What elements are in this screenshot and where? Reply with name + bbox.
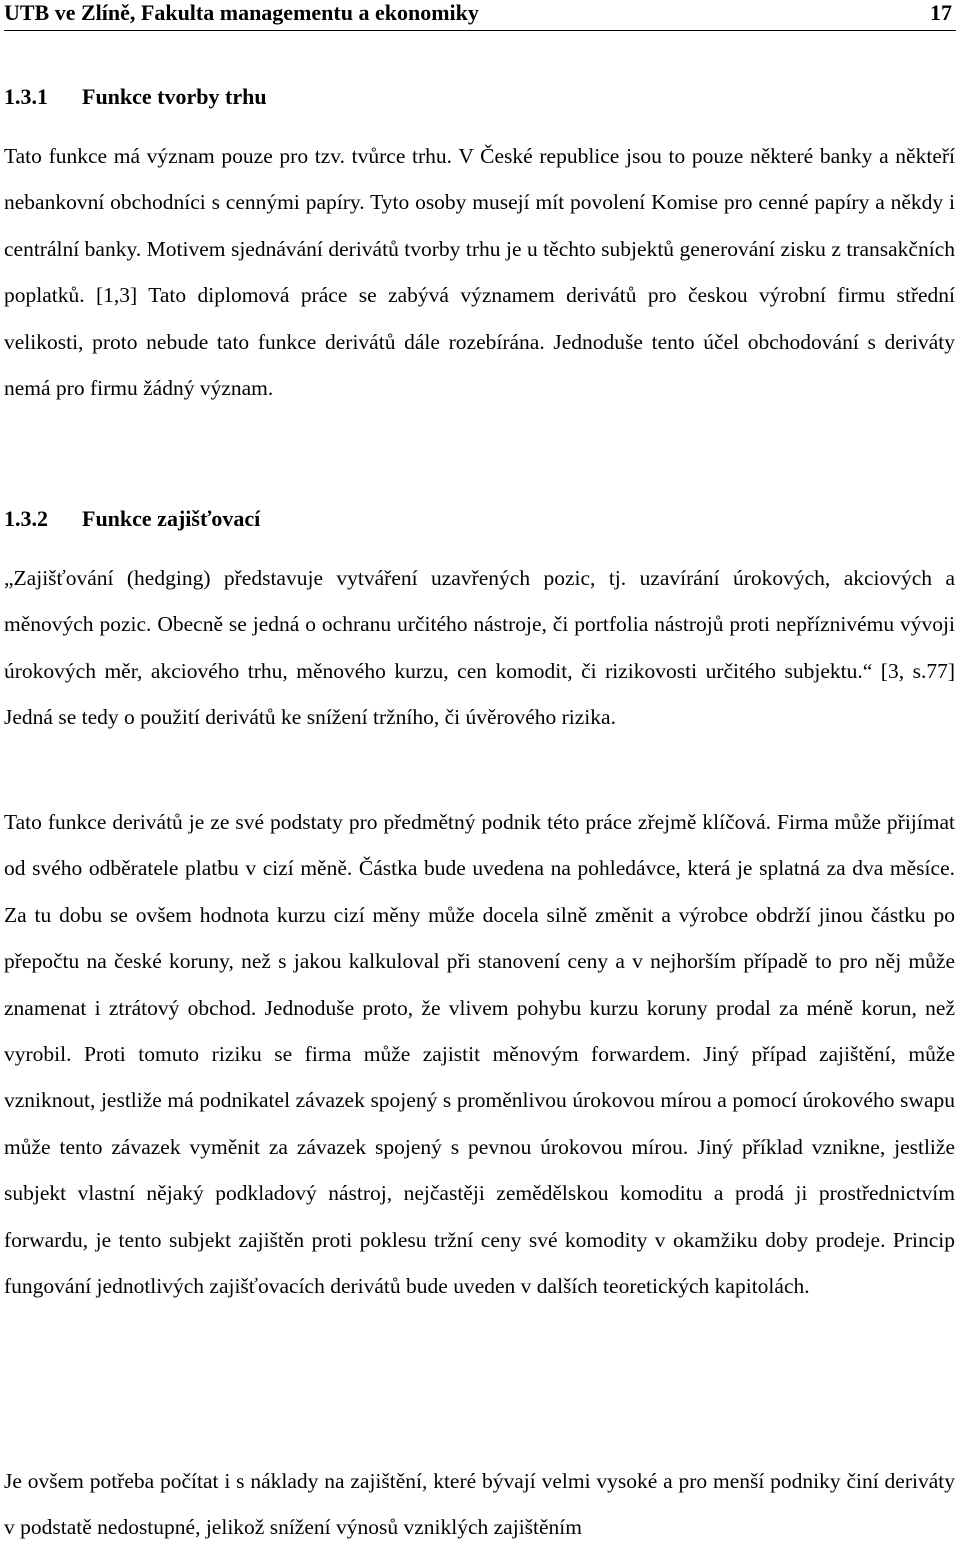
paragraph: Tato funkce derivátů je ze své podstaty pro předmětný podnik této práce zřejmě klíčová. Firma může přijímat od svého odběratele platbu v cizí měně. Částka bude uvedena na pohledávce, která je splatná za dva měsíce. Za tu dobu se ovšem hodnota kurzu cizí měny může docela silně změnit a výrobce obdrží jinou částku po přepočtu na české koruny, než s jakou kalkuloval při stanovení ceny a v nejhorším případě to pro něj může znamenat i ztrátový obchod. Jednoduše proto, že vlivem pohybu kurzu koruny prodal za méně korun, než vyrobil. Proti tomuto riziku se firma může zajistit měnovým forwardem. Jiný případ zajištění, může vzniknout, jestliže má podnikatel závazek spojený s proměnlivou úrokovou mírou a pomocí úrokového swapu může tento závazek vyměnit za závazek spojený s pevnou úrokovou mírou. Jiný příklad vznikne, jestliže subjekt vlastní nějaký podkladový nástroj, nejčastěji zemědělskou komoditu a prodá ji prostřednictvím forwardu, je tento subjekt zajištěn proti poklesu tržní ceny své komodity v okamžiku doby prodeje. Princip fungování jednotlivých zajišťovacích derivátů bude uveden v dalších teoretických kapitolách. [4, 810, 955, 1299]
paragraph: Tato funkce má význam pouze pro tzv. tvůrce trhu. V České republice jsou to pouze některé banky a někteří nebankovní obchodníci s cennými papíry. Tyto osoby musejí mít povolení Komise pro cenné papíry a někdy i centrální banky. Motivem sjednávání derivátů tvorby trhu je u těchto subjektů generování zisku z transakčních poplatků. [1,3] Tato diplomová práce se zabývá významem derivátů pro českou výrobní firmu střední velikosti, proto nebude tato funkce derivátů dále rozebírána. Jednoduše tento účel obchodování s deriváty nemá pro firmu žádný význam. [4, 144, 955, 401]
section-heading-1-3-1 [4, 84, 267, 110]
section-title: Funkce zajišťovací [82, 506, 261, 531]
running-header [4, 0, 956, 31]
paragraph-quote: „Zajišťování (hedging) představuje vytváření uzavřených pozic, tj. uzavírání úrokových, akciových a měnových pozic. Obecně se jedná o ochranu určitého nástroje, či portfolia nástrojů proti nepříznivému vývoji úrokových měr, akciového trhu, měnového kurzu, cen komodit, či rizikovosti určitého subjektu.“ [3, s.77] Jedná se tedy o použití derivátů ke snížení tržního, či úvěrového rizika. [4, 566, 955, 730]
section-heading-1-3-2 [4, 506, 260, 532]
section-title: Funkce tvorby trhu [82, 84, 267, 109]
header-title: UTB ve Zlíně, Fakulta managementu a ekonomiky [4, 0, 479, 25]
section-number: 1.3.1 [4, 84, 48, 109]
section-number: 1.3.2 [4, 506, 48, 531]
paragraph: Je ovšem potřeba počítat i s náklady na zajištění, které bývají velmi vysoké a pro menší podniky činí deriváty v podstatě nedostupné, jelikož snížení výnosů vzniklých zajištěním [4, 1469, 955, 1540]
page-number: 17 [930, 0, 952, 25]
